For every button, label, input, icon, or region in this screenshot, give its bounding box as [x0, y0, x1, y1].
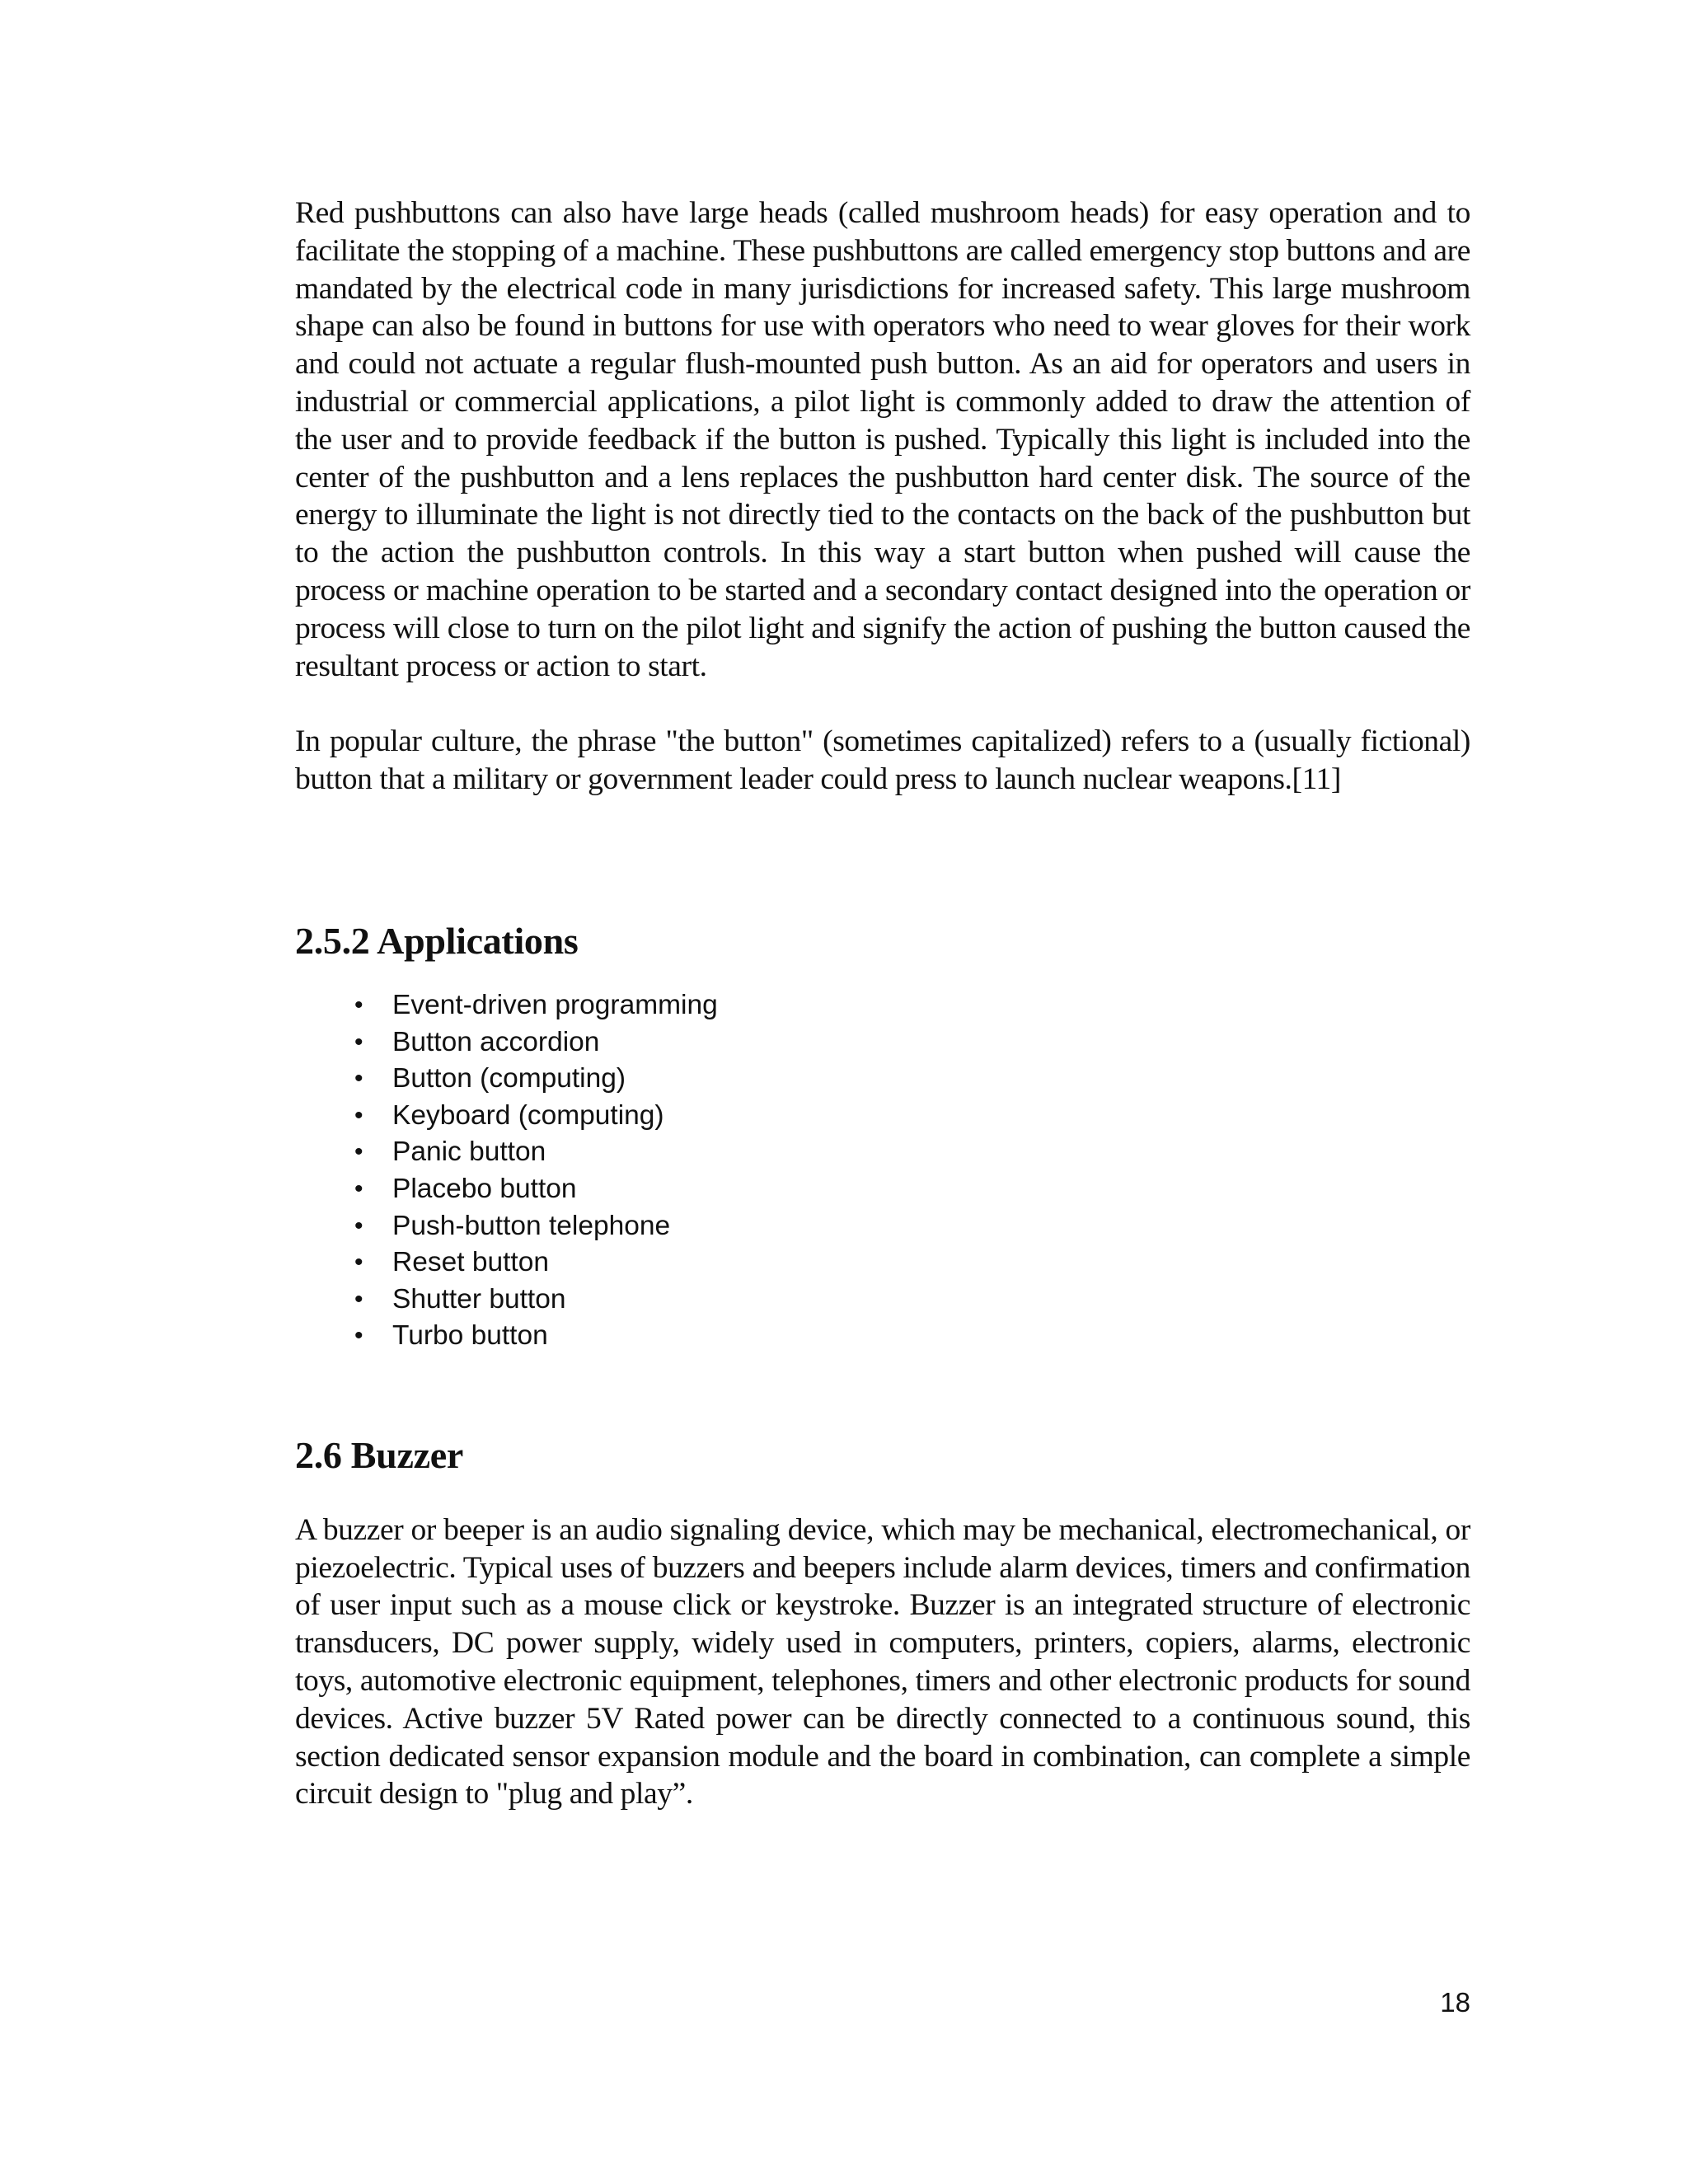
list-item-label: Push-button telephone: [392, 1210, 671, 1241]
list-item: [295, 1134, 1470, 1171]
bullet-icon: •: [354, 1212, 363, 1240]
list-item-label: Button (computing): [392, 1063, 626, 1094]
section-heading-buzzer: 2.6 Buzzer: [295, 1433, 463, 1476]
list-item: [295, 1024, 1470, 1062]
paragraph-buzzer: A buzzer or beeper is an audio signaling device, which may be mechanical, electromechanical, or piezoelectric. Typical uses of buzzers and beepers include alarm devices, timers and confirmation of user input such as a mouse click or keystroke. Buzzer is an integrated structure of electronic transducers, DC power supply, widely used in computers, printers, copiers, alarms, electronic toys, automotive electronic equipment, telephones, timers and other electronic products for sound devices. Active buzzer 5V Rated power can be directly connected to a continuous sound, this section dedicated sensor expansion module and the board in combination, can complete a simple circuit design to "plug and play”.: [295, 1512, 1470, 1811]
bullet-icon: •: [354, 1138, 363, 1166]
list-item: [295, 1282, 1470, 1319]
list-item: [295, 1318, 1470, 1355]
paragraph-popular-culture: In popular culture, the phrase "the button" (sometimes capitalized) refers to a (usually fictional) button that a military or government leader could press to launch nuclear weapons.[11]: [295, 724, 1470, 797]
list-item-label: Keyboard (computing): [392, 1099, 664, 1131]
bullet-icon: •: [354, 991, 363, 1019]
list-item: [295, 1208, 1470, 1245]
page-number: 18: [1440, 1987, 1470, 2018]
list-item-label: Panic button: [392, 1137, 546, 1168]
list-item-label: Button accordion: [392, 1026, 600, 1057]
bullet-icon: •: [354, 1285, 363, 1313]
paragraph-pushbuttons: Red pushbuttons can also have large heads (called mushroom heads) for easy operation and to facilitate the stopping of a machine. These pushbuttons are called emergency stop buttons and are mandated by the electrical code in many jurisdictions for increased safety. This large mushroom shape can also be found in buttons for use with operators who need to wear gloves for their work and could not actuate a regular flush-mounted push button. As an aid for operators and users in industrial or commercial applications, a pilot light is commonly added to draw the attention of the user and to provide feedback if the button is pushed. Typically this light is included into the center of the pushbutton and a lens replaces the pushbutton hard center disk. The source of the energy to illuminate the light is not directly tied to the contacts on the back of the pushbutton but to the action the pushbutton controls. In this way a start button when pushed will cause the process or machine operation to be started and a secondary contact designed into the operation or process will close to turn on the pilot light and signify the action of pushing the button caused the resultant process or action to start.: [295, 196, 1470, 683]
page-content: [295, 194, 1470, 1813]
bullet-icon: •: [354, 1322, 363, 1350]
list-item: [295, 1244, 1470, 1282]
list-item-label: Reset button: [392, 1247, 549, 1278]
list-item: [295, 1171, 1470, 1208]
bullet-icon: •: [354, 1065, 363, 1093]
list-item-label: Placebo button: [392, 1173, 577, 1204]
list-item: [295, 1098, 1470, 1135]
list-item: [295, 987, 1470, 1024]
list-item-label: Event-driven programming: [392, 989, 718, 1020]
list-item-label: Turbo button: [392, 1320, 548, 1352]
bullet-icon: •: [354, 1028, 363, 1056]
bullet-icon: •: [354, 1101, 363, 1129]
bullet-icon: •: [354, 1174, 363, 1202]
section-heading-applications: 2.5.2 Applications: [295, 919, 579, 962]
list-item-label: Shutter button: [392, 1283, 566, 1315]
list-item: [295, 1061, 1470, 1098]
applications-list: [295, 987, 1470, 1355]
bullet-icon: •: [354, 1249, 363, 1277]
